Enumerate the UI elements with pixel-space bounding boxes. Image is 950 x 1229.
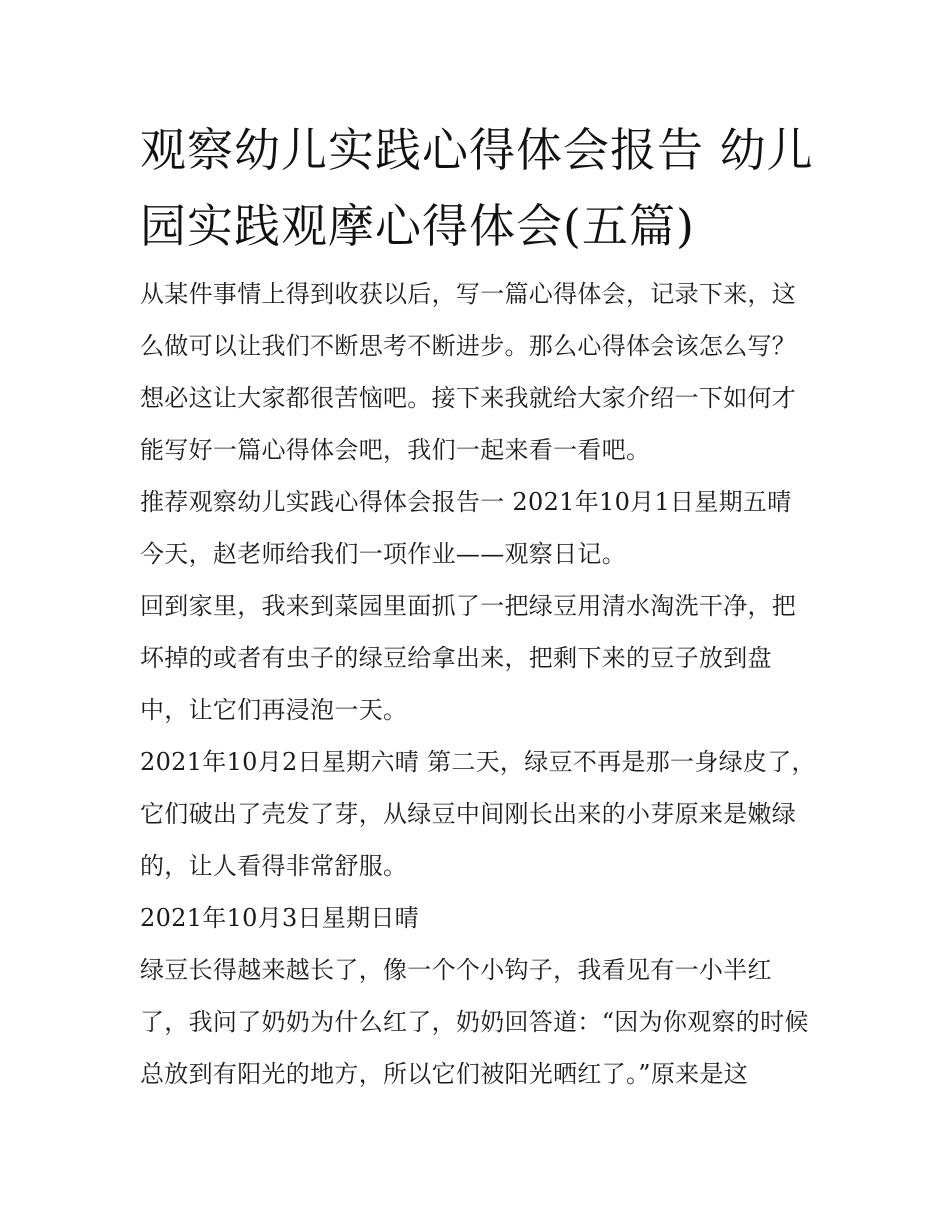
intro-paragraph: 从某件事情上得到收获以后，写一篇心得体会，记录下来，这么做可以让我们不断思考不断进步。那么心得体会该怎么写？想必这让大家都很苦恼吧。接下来我就给大家介绍一下如何才能写好一篇心得体会吧，我们一起来看一看吧。 (140, 280, 797, 464)
document-title: 观察幼儿实践心得体会报告 幼儿园实践观摩心得体会(五篇) (140, 123, 814, 253)
diary-heading-day-3: 2021年10月3日星期日晴 (140, 904, 420, 932)
diary-paragraph-soaking: 回到家里，我来到菜园里面抓了一把绿豆用清水淘洗干净，把坏掉的或者有虫子的绿豆给拿出来，把剩下来的豆子放到盘中，让它们再浸泡一天。 (140, 592, 797, 724)
diary-paragraph-assignment: 今天，赵老师给我们一项作业——观察日记。 (140, 540, 626, 568)
diary-paragraph-day-2: 2021年10月2日星期六晴 第二天，绿豆不再是那一身绿皮了，它们破出了壳发了芽，从绿豆中间刚长出来的小芽原来是嫩绿的，让人看得非常舒服。 (140, 748, 816, 880)
document-body (140, 112, 820, 1100)
diary-paragraph-day-3: 绿豆长得越来越长了，像一个个小钩子，我看见有一小半红了，我问了奶奶为什么红了，奶奶回答道：“因为你观察的时候总放到有阳光的地方，所以它们被阳光晒红了。”原来是这 (140, 956, 809, 1088)
diary-heading-day-1: 推荐观察幼儿实践心得体会报告一 2021年10月1日星期五晴 (140, 488, 792, 516)
